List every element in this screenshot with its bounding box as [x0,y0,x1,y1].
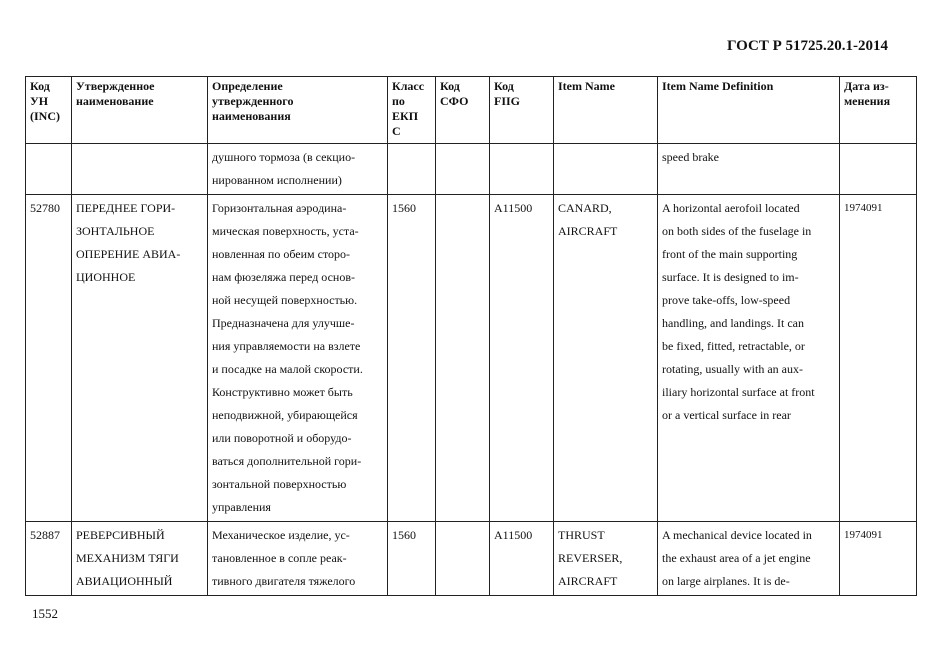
col-header-approved-name: Утвержденное наименование [72,77,208,144]
cell-definition: душного тормоза (в секцио- нированном исполнении) [208,144,388,195]
cell-code: 52887 [26,522,72,596]
cell-item-name: THRUST REVERSER, AIRCRAFT [554,522,658,596]
page-number: 1552 [32,606,58,621]
cell-item-definition: A horizontal aerofoil located on both sides of the fuselage in front of the main supporting surface. It is designed to im- prove take-offs, low-speed handling, and landings. It can be fixed, fitted, retractable, or rotating, usually with an aux- iliary horizontal surface at front or a vertical surface in rear [658,195,840,522]
col-header-class: Класс по ЕКП С [388,77,436,144]
cell-fiig: A11500 [490,522,554,596]
table-row [26,144,917,195]
cell-code [26,144,72,195]
col-header-sfo: Код СФО [436,77,490,144]
table-header-row [26,77,917,144]
cell-date [840,144,917,195]
cell-item-definition: speed brake [658,144,840,195]
cell-item-name: CANARD, AIRCRAFT [554,195,658,522]
cell-class: 1560 [388,195,436,522]
cell-fiig: A11500 [490,195,554,522]
cell-approved-name: ПЕРЕДНЕЕ ГОРИ- ЗОНТАЛЬНОЕ ОПЕРЕНИЕ АВИА- ЦИОННОЕ [72,195,208,522]
col-header-item-definition: Item Name Definition [658,77,840,144]
cell-approved-name: РЕВЕРСИВНЫЙ МЕХАНИЗМ ТЯГИ АВИАЦИОННЫЙ [72,522,208,596]
cell-class: 1560 [388,522,436,596]
cell-sfo [436,522,490,596]
document-header: ГОСТ Р 51725.20.1-2014 [726,38,888,54]
items-table [25,76,917,596]
cell-date: 1974091 [840,195,917,522]
col-header-item-name: Item Name [554,77,658,144]
cell-code: 52780 [26,195,72,522]
table-row [26,522,917,596]
cell-definition: Горизонтальная аэродина- мическая поверхность, уста- новленная по обеим сторо- нам фюзеляжа перед основ- ной несущей поверхностью. Предназначена для улучше- ния управляемости на взлете и посадке на малой скорости. Конструктивно может быть неподвижной, убирающейся или поворотной и оборудо- ваться дополнительной гори- зонтальной поверхностью управления [208,195,388,522]
col-header-fiig: Код FIIG [490,77,554,144]
cell-item-name [554,144,658,195]
cell-definition: Механическое изделие, ус- тановленное в сопле реак- тивного двигателя тяжелого [208,522,388,596]
cell-item-definition: A mechanical device located in the exhaust area of a jet engine on large airplanes. It is de- [658,522,840,596]
cell-approved-name [72,144,208,195]
cell-class [388,144,436,195]
table-row [26,195,917,522]
col-header-date: Дата из- менения [840,77,917,144]
cell-date: 1974091 [840,522,917,596]
cell-sfo [436,144,490,195]
cell-fiig [490,144,554,195]
cell-sfo [436,195,490,522]
col-header-code: Код УН (INC) [26,77,72,144]
col-header-definition: Определение утвержденного наименования [208,77,388,144]
